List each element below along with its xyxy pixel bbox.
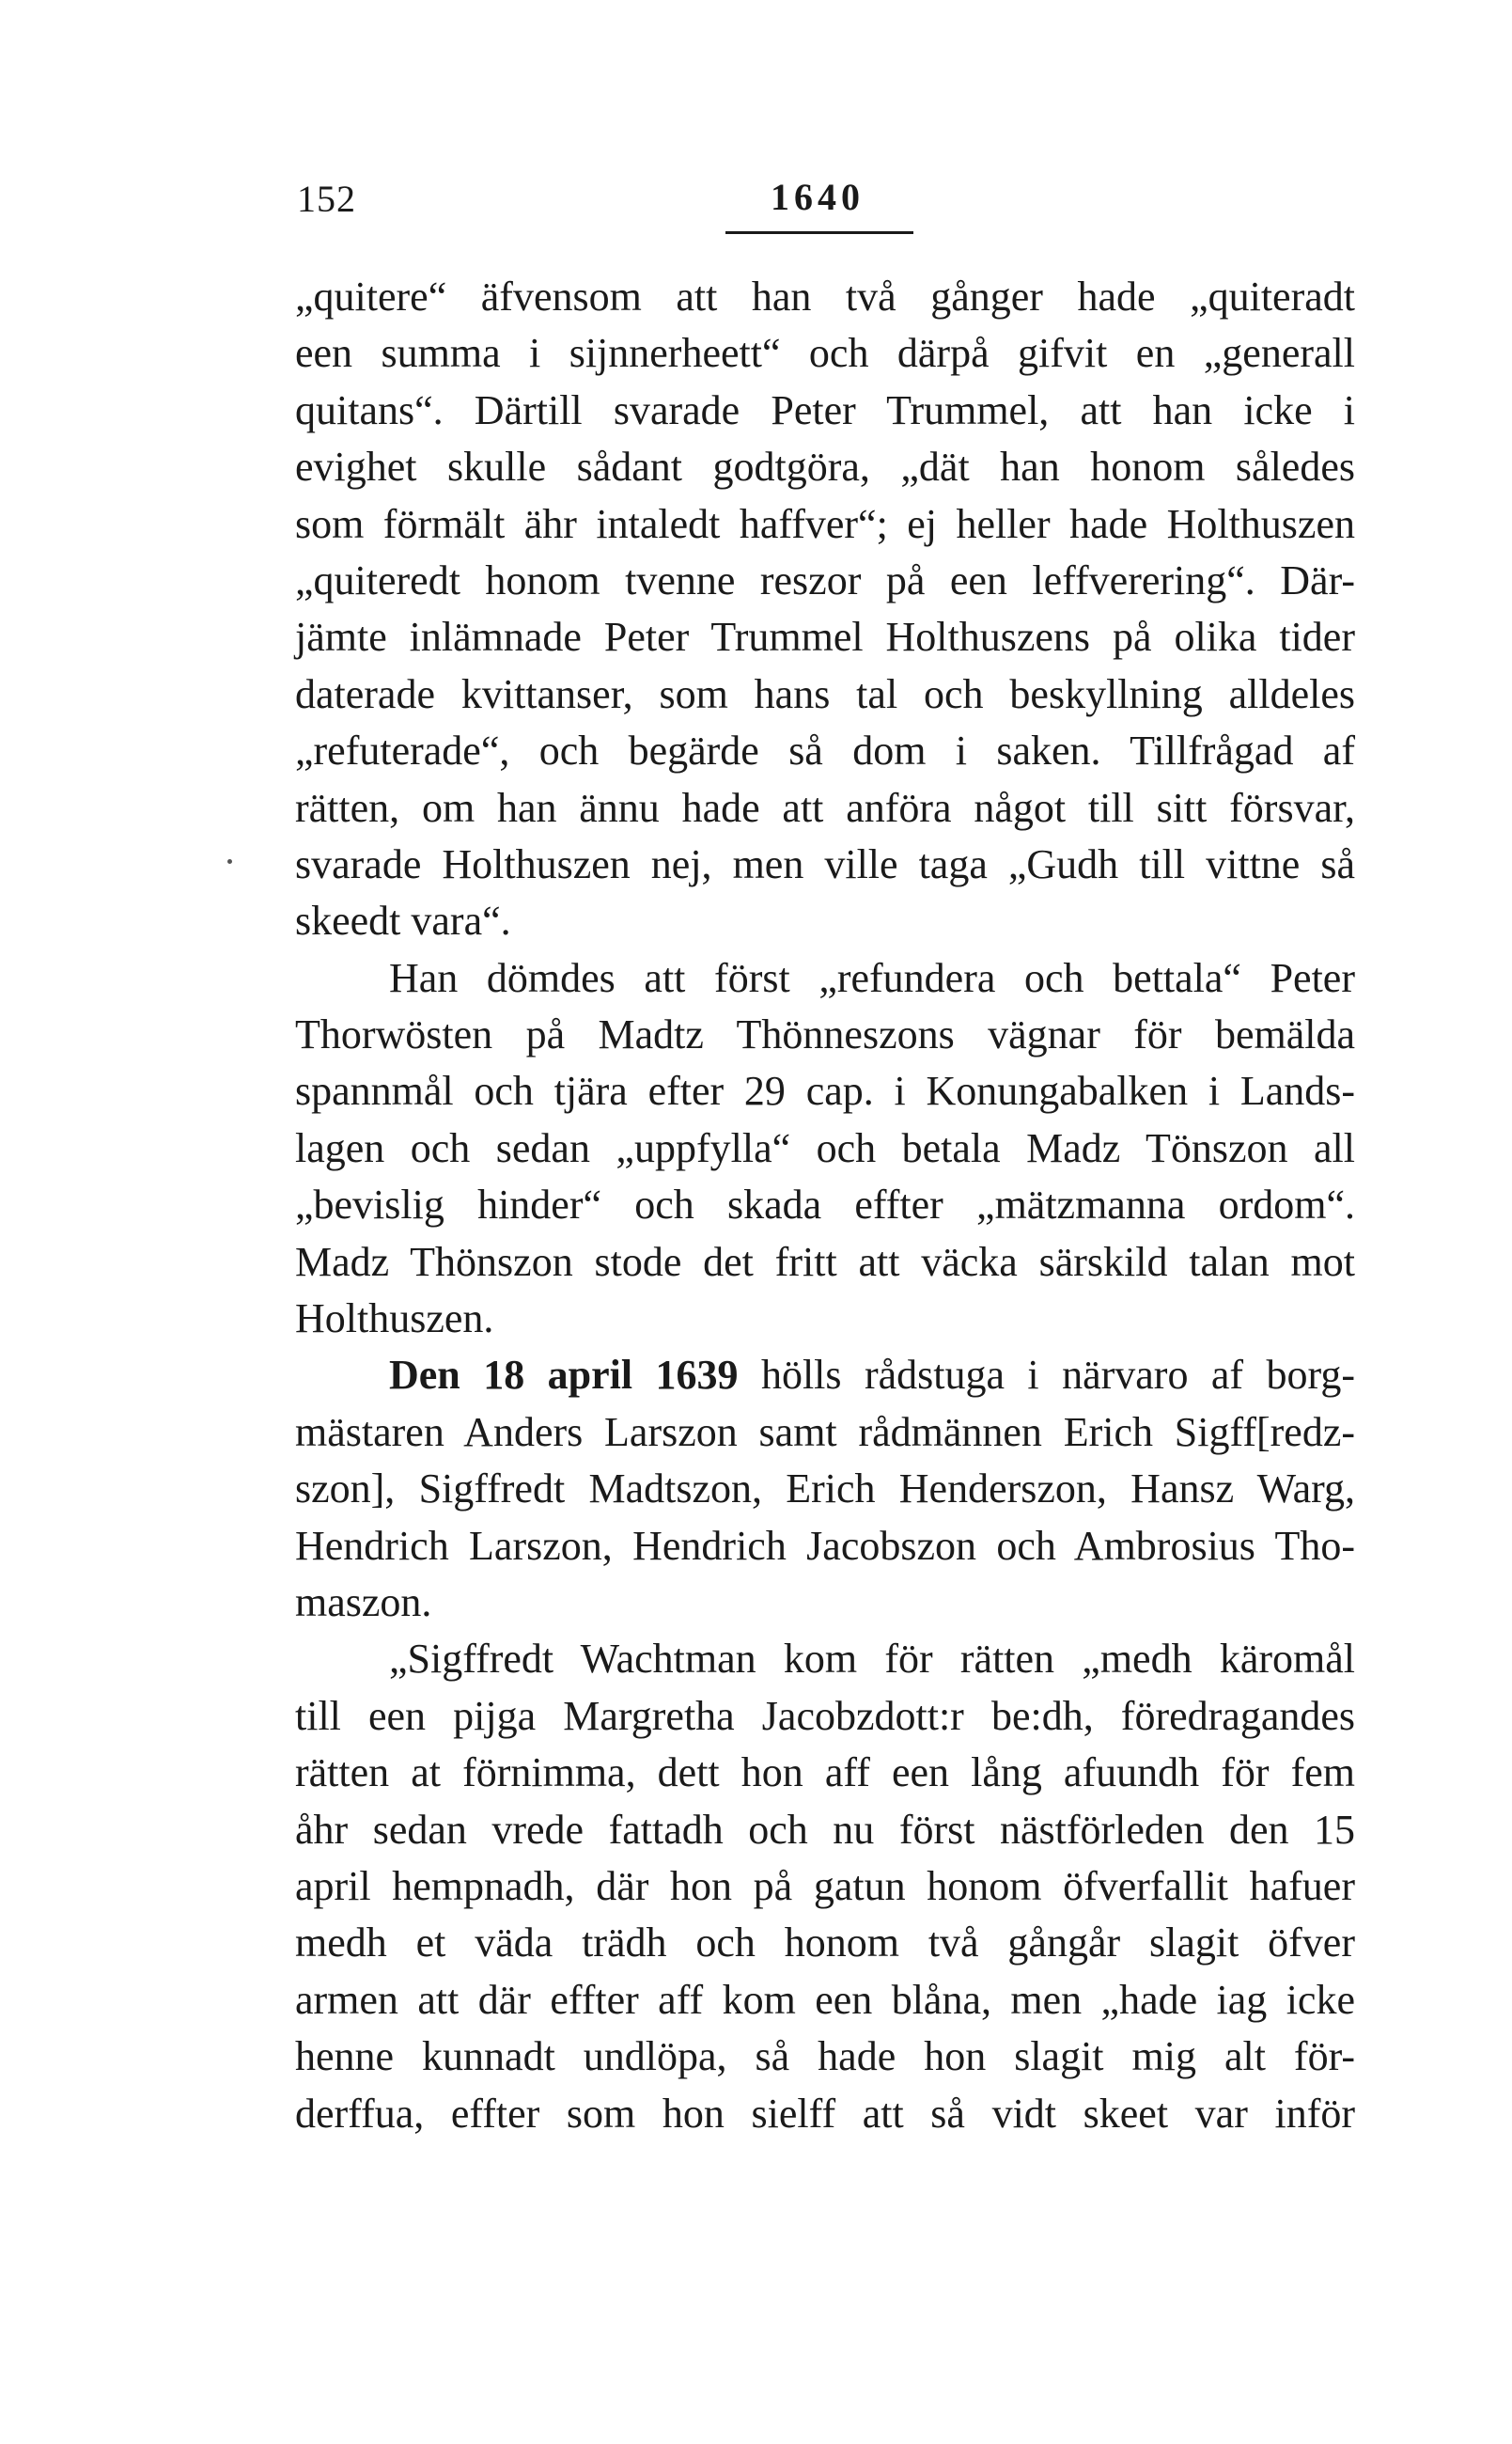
text-line: „quitere“ äfvensom att han två gånger hade „quiteradt xyxy=(295,274,1355,320)
text-line: medh et väda trädh och honom två gångår slagit öfver xyxy=(295,1919,1355,1966)
text-line: till een pijga Margretha Jacobzdott:r be:dh, föredragandes xyxy=(295,1692,1355,1739)
text-line xyxy=(295,1347,1355,1403)
text-line: armen att där effter aff kom een blåna, men „hade iag icke xyxy=(295,1976,1355,2023)
first-line-rest: hölls rådstuga i närvaro af borg- xyxy=(738,1352,1355,1399)
text-line: „bevislig hinder“ och skada effter „mätzmanna ordom“. xyxy=(295,1182,1355,1229)
text-line: Madz Thönszon stode det fritt att väcka särskild talan mot xyxy=(295,1238,1355,1285)
text-line: skeedt vara“. xyxy=(295,898,511,945)
text-line: mästaren Anders Larszon samt rådmännen Erich Sigff[redz- xyxy=(295,1408,1355,1455)
text-line: Thorwösten på Madtz Thönneszons vägnar för bemälda xyxy=(295,1011,1355,1058)
text-line: „Sigffredt Wachtman kom för rätten „medh käromål xyxy=(389,1636,1355,1683)
paragraph-3 xyxy=(295,1347,1355,1631)
text-line: maszon. xyxy=(295,1578,432,1625)
text-line: rätten at förnimma, dett hon aff een lång afuundh för fem xyxy=(295,1749,1355,1796)
text-line: jämte inlämnade Peter Trummel Holthuszens på olika tider xyxy=(295,614,1355,661)
body-text xyxy=(295,269,1355,2142)
text-line: „quiteredt honom tvenne reszor på een leffverering“. Där- xyxy=(295,556,1355,603)
paragraph-4 xyxy=(295,1631,1355,2142)
text-line: april hempnadh, där hon på gatun honom öfverfallit hafuer xyxy=(295,1862,1355,1909)
text-line: een summa i sijnnerheett“ och därpå gifvit en „generall xyxy=(295,330,1355,377)
text-line: evighet skulle sådant godtgöra, „dät han honom således xyxy=(295,444,1355,491)
paragraph-1 xyxy=(295,269,1355,950)
text-line: rätten, om han ännu hade att anföra något till sitt försvar, xyxy=(295,784,1355,831)
margin-speck xyxy=(227,859,232,864)
text-line: Holthuszen. xyxy=(295,1295,494,1342)
paragraph-2 xyxy=(295,950,1355,1348)
date-lead: Den 18 april 1639 xyxy=(389,1352,739,1399)
text-line: szon], Sigffredt Madtszon, Erich Henderszon, Hansz Warg, xyxy=(295,1465,1355,1512)
text-line: svarade Holthuszen nej, men ville taga „Gudh till vittne så xyxy=(295,840,1355,887)
text-line: quitans“. Därtill svarade Peter Trummel, att han icke i xyxy=(295,386,1355,433)
text-line: som förmält ähr intaledt haffver“; ej heller hade Holthuszen xyxy=(295,500,1355,547)
header-rule xyxy=(725,231,913,234)
text-line: åhr sedan vrede fattadh och nu först nästförleden den 15 xyxy=(295,1806,1355,1853)
page-number: 152 xyxy=(297,178,356,220)
text-line: Hendrich Larszon, Hendrich Jacobszon och Ambrosius Tho- xyxy=(295,1522,1355,1569)
running-head-year: 1640 xyxy=(771,176,865,218)
text-line: „refuterade“, och begärde så dom i saken. Tillfrågad af xyxy=(295,728,1355,775)
text-line: derffua, effter som hon sielff att så vidt skeet var inför xyxy=(295,2090,1355,2137)
text-line: lagen och sedan „uppfylla“ och betala Madz Tönszon all xyxy=(295,1124,1355,1171)
text-line: daterade kvittanser, som hans tal och beskyllning alldeles xyxy=(295,670,1355,717)
text-line: henne kunnadt undlöpa, så hade hon slagit mig alt för- xyxy=(295,2033,1355,2080)
text-line: Han dömdes att först „refundera och bettala“ Peter xyxy=(389,954,1355,1001)
text-line: spannmål och tjära efter 29 cap. i Konungabalken i Lands- xyxy=(295,1068,1355,1115)
